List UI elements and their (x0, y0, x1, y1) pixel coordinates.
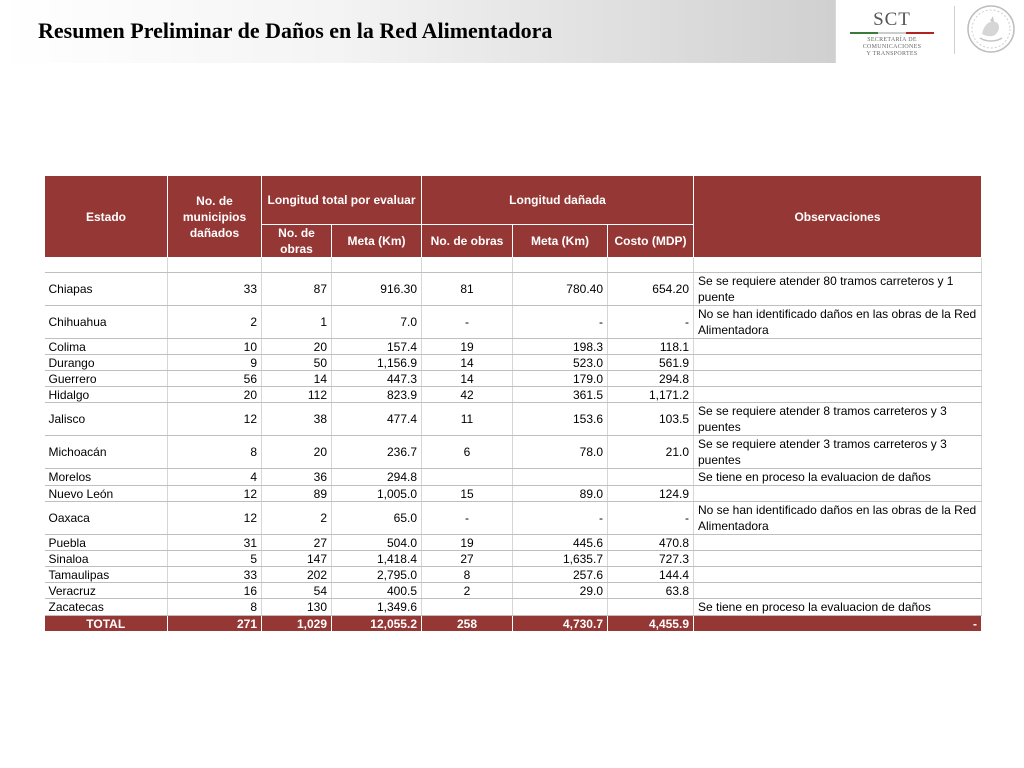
total-municipios: 271 (168, 616, 262, 632)
total-no-obras-danada: 258 (422, 616, 513, 632)
cell-meta-km: 477.4 (332, 403, 422, 436)
cell-estado: Chiapas (45, 273, 168, 306)
cell-estado: Jalisco (45, 403, 168, 436)
total-estado: TOTAL (45, 616, 168, 632)
cell-municipios: 12 (168, 486, 262, 502)
table-row (45, 469, 982, 486)
cell-no-obras-danada: - (422, 306, 513, 339)
header-meta-km-danada: Meta (Km) (513, 225, 608, 258)
header-bar (0, 0, 835, 63)
cell-meta-km: 1,418.4 (332, 551, 422, 567)
cell-no-obras: 50 (262, 355, 332, 371)
cell-costo: 294.8 (608, 371, 694, 387)
table-row (45, 387, 982, 403)
page-title: Resumen Preliminar de Daños en la Red Alimentadora (38, 18, 553, 43)
cell-no-obras: 2 (262, 502, 332, 535)
total-costo: 4,455.9 (608, 616, 694, 632)
cell-estado: Guerrero (45, 371, 168, 387)
cell-no-obras-danada: - (422, 502, 513, 535)
cell-meta-km: 65.0 (332, 502, 422, 535)
cell-estado: Tamaulipas (45, 567, 168, 583)
cell-estado: Sinaloa (45, 551, 168, 567)
cell-municipios: 56 (168, 371, 262, 387)
cell-observaciones (694, 551, 982, 567)
cell-observaciones (694, 535, 982, 551)
cell-no-obras-danada: 15 (422, 486, 513, 502)
cell-observaciones: No se han identificado daños en las obras de la Red Alimentadora (694, 306, 982, 339)
header-longitud-danada: Longitud dañada (422, 176, 694, 225)
cell-meta-km-danada: 1,635.7 (513, 551, 608, 567)
cell-meta-km-danada: 445.6 (513, 535, 608, 551)
cell-meta-km: 823.9 (332, 387, 422, 403)
cell-meta-km: 1,349.6 (332, 599, 422, 616)
cell-no-obras-danada: 19 (422, 535, 513, 551)
table-row (45, 273, 982, 306)
cell-meta-km-danada: - (513, 502, 608, 535)
cell-no-obras-danada: 11 (422, 403, 513, 436)
cell-estado: Veracruz (45, 583, 168, 599)
cell-costo: 1,171.2 (608, 387, 694, 403)
cell-meta-km: 7.0 (332, 306, 422, 339)
cell-no-obras-danada: 14 (422, 355, 513, 371)
cell-observaciones: Se se requiere atender 8 tramos carreteros y 3 puentes (694, 403, 982, 436)
cell-no-obras: 54 (262, 583, 332, 599)
header-municipios: No. de municipios dañados (168, 176, 262, 258)
table-row (45, 355, 982, 371)
total-meta-km-danada: 4,730.7 (513, 616, 608, 632)
cell-municipios: 12 (168, 502, 262, 535)
table-row (45, 535, 982, 551)
total-row (45, 616, 982, 632)
cell-meta-km: 294.8 (332, 469, 422, 486)
cell-observaciones: Se tiene en proceso la evaluacion de daños (694, 599, 982, 616)
mexico-seal-icon (966, 4, 1016, 54)
cell-municipios: 2 (168, 306, 262, 339)
table-row (45, 339, 982, 355)
cell-no-obras: 36 (262, 469, 332, 486)
table-row (45, 599, 982, 616)
cell-costo: 654.20 (608, 273, 694, 306)
cell-observaciones (694, 567, 982, 583)
cell-costo (608, 469, 694, 486)
cell-costo: 470.8 (608, 535, 694, 551)
header-costo: Costo (MDP) (608, 225, 694, 258)
total-observaciones: - (694, 616, 982, 632)
cell-observaciones: Se se requiere atender 3 tramos carreteros y 3 puentes (694, 436, 982, 469)
cell-no-obras: 112 (262, 387, 332, 403)
cell-meta-km: 1,005.0 (332, 486, 422, 502)
cell-observaciones: Se se requiere atender 80 tramos carreteros y 1 puente (694, 273, 982, 306)
cell-no-obras-danada: 6 (422, 436, 513, 469)
cell-no-obras: 14 (262, 371, 332, 387)
cell-no-obras-danada: 2 (422, 583, 513, 599)
cell-meta-km: 504.0 (332, 535, 422, 551)
cell-meta-km-danada: 523.0 (513, 355, 608, 371)
header-observaciones: Observaciones (694, 176, 982, 258)
logo-line-1: SECRETARÍA DE (867, 37, 917, 43)
cell-no-obras: 87 (262, 273, 332, 306)
table-row (45, 583, 982, 599)
cell-municipios: 10 (168, 339, 262, 355)
cell-costo: 21.0 (608, 436, 694, 469)
cell-estado: Chihuahua (45, 306, 168, 339)
cell-costo: 727.3 (608, 551, 694, 567)
cell-municipios: 5 (168, 551, 262, 567)
cell-no-obras: 20 (262, 436, 332, 469)
cell-no-obras-danada: 8 (422, 567, 513, 583)
cell-meta-km-danada: 29.0 (513, 583, 608, 599)
cell-costo (608, 599, 694, 616)
cell-estado: Michoacán (45, 436, 168, 469)
sct-logo (835, 0, 1024, 63)
cell-municipios: 20 (168, 387, 262, 403)
cell-municipios: 16 (168, 583, 262, 599)
cell-no-obras-danada (422, 469, 513, 486)
cell-no-obras: 1 (262, 306, 332, 339)
cell-costo: 561.9 (608, 355, 694, 371)
cell-estado: Durango (45, 355, 168, 371)
cell-no-obras-danada: 27 (422, 551, 513, 567)
table-row (45, 306, 982, 339)
cell-costo: 103.5 (608, 403, 694, 436)
cell-costo: 124.9 (608, 486, 694, 502)
cell-meta-km-danada (513, 599, 608, 616)
cell-observaciones (694, 339, 982, 355)
cell-no-obras: 38 (262, 403, 332, 436)
header-longitud-total: Longitud total por evaluar (262, 176, 422, 225)
logo-line-3: Y TRANSPORTES (866, 51, 918, 57)
cell-meta-km-danada: 89.0 (513, 486, 608, 502)
cell-observaciones (694, 355, 982, 371)
cell-no-obras-danada: 19 (422, 339, 513, 355)
cell-observaciones (694, 387, 982, 403)
cell-meta-km: 236.7 (332, 436, 422, 469)
cell-municipios: 33 (168, 567, 262, 583)
logo-line-2: COMUNICACIONES (862, 44, 922, 50)
cell-municipios: 33 (168, 273, 262, 306)
cell-costo: 144.4 (608, 567, 694, 583)
cell-meta-km-danada: 198.3 (513, 339, 608, 355)
logo-text (847, 10, 937, 58)
cell-meta-km-danada: 179.0 (513, 371, 608, 387)
damage-summary-table (44, 175, 982, 631)
cell-meta-km: 916.30 (332, 273, 422, 306)
cell-estado: Hidalgo (45, 387, 168, 403)
cell-meta-km-danada: 78.0 (513, 436, 608, 469)
total-no-obras: 1,029 (262, 616, 332, 632)
cell-estado: Zacatecas (45, 599, 168, 616)
header-meta-km: Meta (Km) (332, 225, 422, 258)
cell-costo: 63.8 (608, 583, 694, 599)
cell-municipios: 9 (168, 355, 262, 371)
table-row (45, 436, 982, 469)
cell-meta-km: 1,156.9 (332, 355, 422, 371)
header-no-obras-danada: No. de obras (422, 225, 513, 258)
cell-observaciones (694, 583, 982, 599)
cell-meta-km-danada: 153.6 (513, 403, 608, 436)
header-estado: Estado (45, 176, 168, 258)
cell-no-obras-danada: 14 (422, 371, 513, 387)
spacer-row (45, 258, 982, 273)
cell-observaciones (694, 486, 982, 502)
cell-costo: - (608, 502, 694, 535)
cell-no-obras: 202 (262, 567, 332, 583)
table-row (45, 486, 982, 502)
cell-estado: Oaxaca (45, 502, 168, 535)
cell-observaciones: Se tiene en proceso la evaluacion de daños (694, 469, 982, 486)
cell-costo: 118.1 (608, 339, 694, 355)
cell-meta-km: 157.4 (332, 339, 422, 355)
cell-meta-km-danada: 361.5 (513, 387, 608, 403)
cell-no-obras: 20 (262, 339, 332, 355)
cell-no-obras-danada: 81 (422, 273, 513, 306)
total-meta-km: 12,055.2 (332, 616, 422, 632)
cell-no-obras-danada: 42 (422, 387, 513, 403)
cell-costo: - (608, 306, 694, 339)
cell-no-obras: 130 (262, 599, 332, 616)
cell-estado: Puebla (45, 535, 168, 551)
logo-flag-stripe (850, 32, 934, 34)
cell-meta-km: 447.3 (332, 371, 422, 387)
cell-estado: Colima (45, 339, 168, 355)
cell-observaciones (694, 371, 982, 387)
cell-estado: Nuevo León (45, 486, 168, 502)
cell-meta-km-danada: - (513, 306, 608, 339)
header-no-obras: No. de obras (262, 225, 332, 258)
cell-municipios: 4 (168, 469, 262, 486)
cell-no-obras: 89 (262, 486, 332, 502)
cell-no-obras: 27 (262, 535, 332, 551)
table-row (45, 567, 982, 583)
cell-meta-km: 400.5 (332, 583, 422, 599)
cell-observaciones: No se han identificado daños en las obras de la Red Alimentadora (694, 502, 982, 535)
table-row (45, 371, 982, 387)
cell-municipios: 31 (168, 535, 262, 551)
logo-divider (954, 6, 955, 54)
cell-municipios: 8 (168, 599, 262, 616)
cell-meta-km-danada: 257.6 (513, 567, 608, 583)
cell-meta-km-danada (513, 469, 608, 486)
table-row (45, 551, 982, 567)
table-row (45, 502, 982, 535)
cell-estado: Morelos (45, 469, 168, 486)
cell-municipios: 12 (168, 403, 262, 436)
cell-no-obras: 147 (262, 551, 332, 567)
cell-no-obras-danada (422, 599, 513, 616)
cell-meta-km-danada: 780.40 (513, 273, 608, 306)
cell-municipios: 8 (168, 436, 262, 469)
table-row (45, 403, 982, 436)
cell-meta-km: 2,795.0 (332, 567, 422, 583)
logo-acronym: SCT (873, 9, 911, 30)
